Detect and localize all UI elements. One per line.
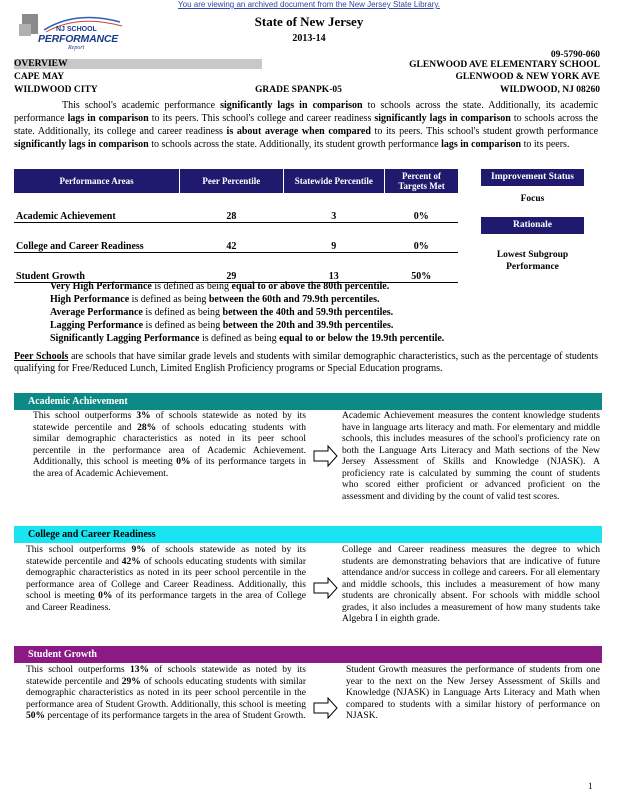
definition-average: Average Performance is defined as being between the 40th and 59.9th percentiles.: [50, 307, 394, 318]
rationale-value: Lowest Subgroup Performance: [496, 250, 569, 272]
college-description: College and Career readiness measures the degree to which students are demonstrating behaviors that are indicative of future attendance and/or success in college and careers. For all elementary and middle schools, this includes a measurement of how many students are chronically absent. For schools with middle school grades, it also includes a measurement of how many students take Algebra I in eighth grade.: [342, 545, 600, 624]
section-header-academic-achievement: Academic Achievement: [14, 393, 602, 410]
improvement-status-header: Improvement Status: [481, 169, 584, 186]
school-name: GLENWOOD AVE ELEMENTARY SCHOOL: [409, 60, 600, 70]
archive-banner-link[interactable]: You are viewing an archived document from the New Jersey State Library.: [178, 0, 440, 9]
row-state: 3: [283, 193, 384, 223]
school-city: WILDWOOD, NJ 08260: [499, 85, 600, 95]
row-area: Academic Achievement: [14, 193, 180, 223]
district: WILDWOOD CITY: [14, 85, 98, 95]
grade-span: PK-05: [316, 85, 342, 95]
overview-label: OVERVIEW: [14, 59, 68, 69]
definition-very-high: Very High Performance is defined as being equal to or above the 80th percentile.: [50, 281, 390, 292]
summary-paragraph: This school's academic performance significantly lags in comparison to schools across the state. Additionally, its academic performance lags in comparison to its peers. This school's college and career readiness significantly lags in comparison to schools across the state. Additionally, its college and career readiness is about average when compared to its peers. This school's student growth performance significantly lags in comparison to schools across the state. Additionally, its student growth performance lags in comparison to its peers.: [14, 100, 599, 150]
logo-line2: PERFORMANCE: [38, 33, 119, 45]
table-row: [14, 193, 458, 223]
section-header-college-career: College and Career Readiness: [14, 526, 602, 543]
row-area: College and Career Readiness: [14, 223, 180, 253]
growth-description: Student Growth measures the performance of students from one year to the next on the New Jersey Assessment of Skills and Knowledge (NJASK) in Language Arts Literacy and Math when compared to students with a similar history of performance on NJASK.: [346, 665, 600, 721]
row-peer: 28: [180, 193, 283, 223]
header-targets-met: Percent of Targets Met: [385, 169, 458, 193]
row-state: 9: [283, 223, 384, 253]
page-number: 1: [588, 781, 593, 791]
header-statewide-percentile: Statewide Percentile: [283, 169, 384, 193]
row-state: 13: [283, 253, 384, 283]
header-performance-areas: Performance Areas: [14, 169, 180, 193]
college-summary: This school outperforms 9% of schools statewide as noted by its statewide percentile and 42% of schools educating students with similar demographic characteristics as noted in its peer school percentile in the performance area of College and Career Readiness. Additionally, this school is meeting 0% of its performance targets in the area of College and Career Readiness.: [26, 545, 306, 613]
academic-summary: This school outperforms 3% of schools statewide as noted by its statewide percentile and 28% of schools educating students with similar demographic characteristics as noted in its peer school percentile in the performance area of Academic Achievement. Additionally, this school is meeting 0% of its performance targets in the area of Academic Achievement.: [33, 411, 306, 479]
logo-line1: NJ SCHOOL: [56, 26, 97, 33]
row-targets: 0%: [385, 193, 458, 223]
logo-line3: Report: [68, 45, 85, 51]
arrow-right-icon: [313, 697, 338, 719]
arrow-right-icon: [313, 445, 338, 467]
header-peer-percentile: Peer Percentile: [180, 169, 283, 193]
table-row: [14, 253, 458, 283]
school-year: 2013-14: [292, 33, 326, 44]
row-targets: 50%: [385, 253, 458, 283]
definition-significantly-lagging: Significantly Lagging Performance is defined as being equal to or below the 19.9th percentile.: [50, 333, 445, 344]
row-targets: 0%: [385, 223, 458, 253]
improvement-status-value: Focus: [520, 194, 545, 204]
row-peer: 29: [180, 253, 283, 283]
growth-summary: This school outperforms 13% of schools statewide as noted by its statewide percentile and 29% of schools educating students with similar demographic characteristics as noted in its peer school percentile in the performance area of Student Growth. Additionally, this school is meeting 50% percentage of its performance targets in the area of Student Growth.: [26, 665, 306, 721]
county: CAPE MAY: [14, 72, 65, 82]
definition-lagging: Lagging Performance is defined as being between the 20th and 39.9th percentiles.: [50, 320, 394, 331]
performance-table: [14, 169, 458, 283]
page-title: State of New Jersey: [254, 14, 364, 29]
rationale-header: Rationale: [481, 217, 584, 234]
row-area: Student Growth: [14, 253, 180, 283]
academic-description: Academic Achievement measures the content knowledge students have in language arts literacy and math. For elementary and middle schools, this includes measures of the school's proficiency rate on both the Language Arts Literacy and Math sections of the New Jersey Assessment of Skills and Knowledge (NJASK). A proficiency rate is calculated by summing the count of students who scored either proficient or advanced proficient on the assessment and dividing by the count of valid test scores.: [342, 411, 600, 502]
school-code: 09-5790-060: [550, 50, 600, 60]
arrow-right-icon: [313, 577, 338, 599]
section-header-student-growth: Student Growth: [14, 646, 602, 663]
definition-high: High Performance is defined as being between the 60th and 79.9th percentiles.: [50, 294, 380, 305]
table-row: [14, 223, 458, 253]
school-address: GLENWOOD & NEW YORK AVE: [455, 72, 600, 82]
row-peer: 42: [180, 223, 283, 253]
grade-span-label: GRADE SPAN: [255, 85, 316, 95]
peer-schools-definition: Peer Schools are schools that have similar grade levels and students with similar demographic characteristics, such as the percentage of students qualifying for Free/Reduced Lunch, Limited English Proficiency programs or Special Education programs.: [14, 351, 598, 374]
